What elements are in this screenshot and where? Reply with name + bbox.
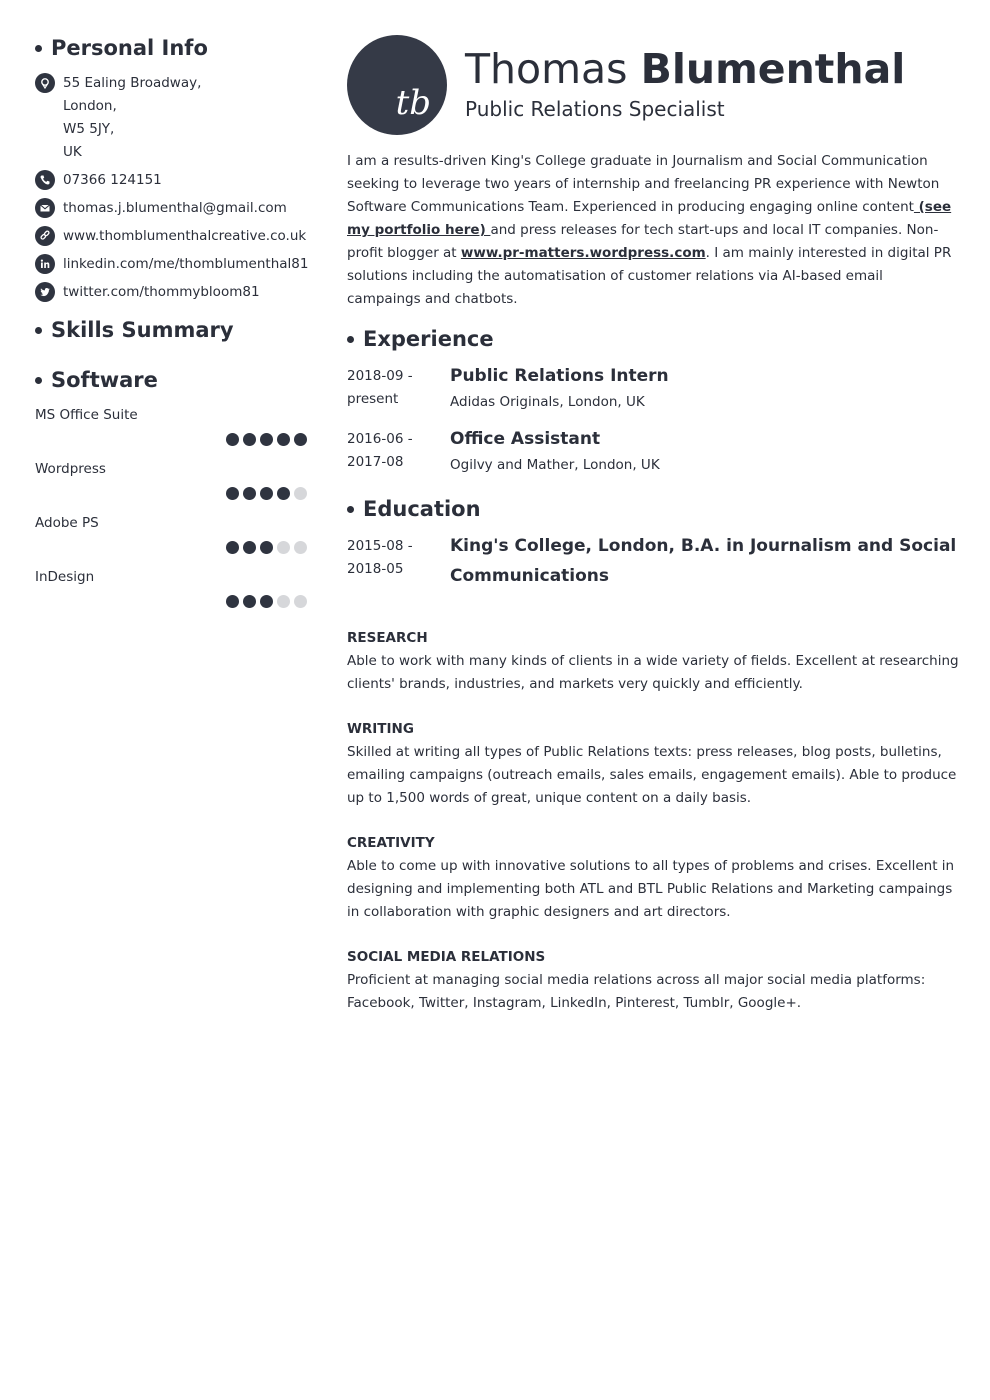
rating-dot-filled <box>226 541 239 554</box>
email-link[interactable]: thomas.j.blumenthal@gmail.com <box>63 200 287 216</box>
entry-body <box>450 365 669 414</box>
skill-block <box>347 946 959 1015</box>
entry-title: Public Relations Intern <box>450 366 669 386</box>
software-item <box>35 405 307 446</box>
contact-linkedin <box>35 253 307 276</box>
entry-date: 2015-08 - 2018-05 <box>347 538 413 577</box>
skill-block <box>347 718 959 810</box>
entry-body <box>450 535 959 591</box>
rating-dot-filled <box>260 541 273 554</box>
avatar <box>347 35 447 135</box>
software-name: Wordpress <box>35 461 106 477</box>
job-title: Public Relations Specialist <box>465 97 725 121</box>
phone-icon <box>35 170 55 190</box>
blog-link[interactable]: www.pr-matters.wordpress.com <box>460 245 706 261</box>
software-name: InDesign <box>35 569 95 585</box>
entry-place: Adidas Originals, London, UK <box>450 394 645 410</box>
contact-address <box>35 72 307 164</box>
experience-entry <box>347 365 959 414</box>
personal-info-heading <box>35 36 307 60</box>
rating-dot-filled <box>260 595 273 608</box>
contact-phone <box>35 169 307 192</box>
skill-title: WRITING <box>347 721 414 737</box>
rating-dot-filled <box>243 433 256 446</box>
first-name: Thomas <box>465 45 628 93</box>
software-name: MS Office Suite <box>35 407 138 423</box>
skills-summary-title: Skills Summary <box>51 318 234 342</box>
rating-dot-filled <box>243 595 256 608</box>
address-line: 55 Ealing Broadway, <box>63 75 202 91</box>
bullet-icon <box>35 45 42 52</box>
email-icon <box>35 198 55 218</box>
last-name: Blumenthal <box>640 45 906 93</box>
skill-block <box>347 627 959 696</box>
skill-title: CREATIVITY <box>347 835 435 851</box>
personal-info-title: Personal Info <box>51 36 208 60</box>
address-line: London, <box>63 98 117 114</box>
rating-dots <box>35 433 307 446</box>
entry-title: Office Assistant <box>450 429 601 449</box>
bullet-icon <box>35 327 42 334</box>
contact-twitter <box>35 281 307 304</box>
address-line: W5 5JY, <box>63 121 115 137</box>
education-title: Education <box>363 497 481 521</box>
rating-dot-empty <box>294 541 307 554</box>
phone-text: 07366 124151 <box>63 172 162 188</box>
entry-title: King's College, London, B.A. in Journalism and Social Communications <box>450 536 957 586</box>
rating-dot-empty <box>294 595 307 608</box>
contact-website <box>35 225 307 248</box>
linkedin-link[interactable]: linkedin.com/me/thomblumenthal81 <box>63 256 309 272</box>
profile-summary <box>347 150 959 311</box>
twitter-link[interactable]: twitter.com/thommybloom81 <box>63 284 260 300</box>
rating-dots <box>35 595 307 608</box>
contact-email <box>35 197 307 220</box>
skill-description: Able to come up with innovative solutions to all types of problems and crises. Excellent in designing and implementing both ATL and BTL Public Relations and Marketing campaings in collaboration with graphic designers and art directors. <box>347 858 955 920</box>
title-block <box>465 43 905 121</box>
software-item <box>35 513 307 554</box>
bullet-icon <box>347 336 354 343</box>
entry-date: 2018-09 - present <box>347 368 413 407</box>
rating-dot-filled <box>226 433 239 446</box>
rating-dots <box>35 487 307 500</box>
address-line: UK <box>63 144 82 160</box>
rating-dot-empty <box>277 595 290 608</box>
rating-dot-filled <box>277 487 290 500</box>
skills-detail <box>347 627 959 1015</box>
entry-date: 2016-06 - 2017-08 <box>347 431 413 470</box>
rating-dot-empty <box>277 541 290 554</box>
skill-description: Skilled at writing all types of Public Relations texts: press releases, blog posts, bulletins, emailing campaigns (outreach emails, sales emails, engagement emails). Able to produce up to 1,500 words of great, unique content on a daily basis. <box>347 744 957 806</box>
summary-text: and press releases for tech start-ups and local IT companies. Non-profit blogger at <box>347 222 939 261</box>
education-entry <box>347 535 959 591</box>
experience-heading <box>347 327 959 351</box>
rating-dot-filled <box>260 433 273 446</box>
website-link[interactable]: www.thomblumenthalcreative.co.uk <box>63 228 307 244</box>
resume-header <box>347 35 959 135</box>
skill-title: RESEARCH <box>347 630 428 646</box>
rating-dot-filled <box>226 595 239 608</box>
software-name: Adobe PS <box>35 515 99 531</box>
summary-text: I am a results-driven King's College graduate in Journalism and Social Communication seeking to leverage two years of internship and freelancing PR experience with Newton Software Communications Team. Experienced in producing engaging online content <box>347 153 940 215</box>
skill-description: Able to work with many kinds of clients in a wide variety of fields. Excellent at researching clients' brands, industries, and markets very quickly and efficiently. <box>347 653 959 692</box>
sidebar <box>35 36 307 608</box>
entry-body <box>450 428 660 477</box>
portfolio-link[interactable]: (see my portfolio here) <box>347 199 952 238</box>
education-heading <box>347 497 959 521</box>
experience-title: Experience <box>363 327 494 351</box>
linkedin-icon <box>35 254 55 274</box>
avatar-initials: tb <box>395 83 431 123</box>
skill-description: Proficient at managing social media relations across all major social media platforms: Facebook, Twitter, Instagram, LinkedIn, Pinterest, Tumblr, Google+. <box>347 972 926 1011</box>
software-title: Software <box>51 368 158 392</box>
full-name <box>465 43 905 95</box>
rating-dot-filled <box>260 487 273 500</box>
bullet-icon <box>35 377 42 384</box>
rating-dot-filled <box>226 487 239 500</box>
bullet-icon <box>347 506 354 513</box>
rating-dot-filled <box>277 433 290 446</box>
skills-summary-heading <box>35 318 307 342</box>
contact-list <box>35 72 307 304</box>
software-item <box>35 567 307 608</box>
rating-dots <box>35 541 307 554</box>
summary-text: . I am mainly interested in digital PR solutions including the automatisation of customer relations via AI-based email campaings and chatbots. <box>347 245 952 307</box>
skill-block <box>347 832 959 924</box>
rating-dot-filled <box>243 541 256 554</box>
main-content <box>347 35 959 1037</box>
skill-title: SOCIAL MEDIA RELATIONS <box>347 949 546 965</box>
link-icon <box>35 226 55 246</box>
location-pin-icon <box>35 73 55 93</box>
entry-place: Ogilvy and Mather, London, UK <box>450 457 660 473</box>
address-text <box>63 72 201 164</box>
software-item <box>35 459 307 500</box>
rating-dot-filled <box>243 487 256 500</box>
experience-entry <box>347 428 959 477</box>
rating-dot-empty <box>294 487 307 500</box>
rating-dot-filled <box>294 433 307 446</box>
twitter-icon <box>35 282 55 302</box>
software-heading <box>35 368 307 392</box>
